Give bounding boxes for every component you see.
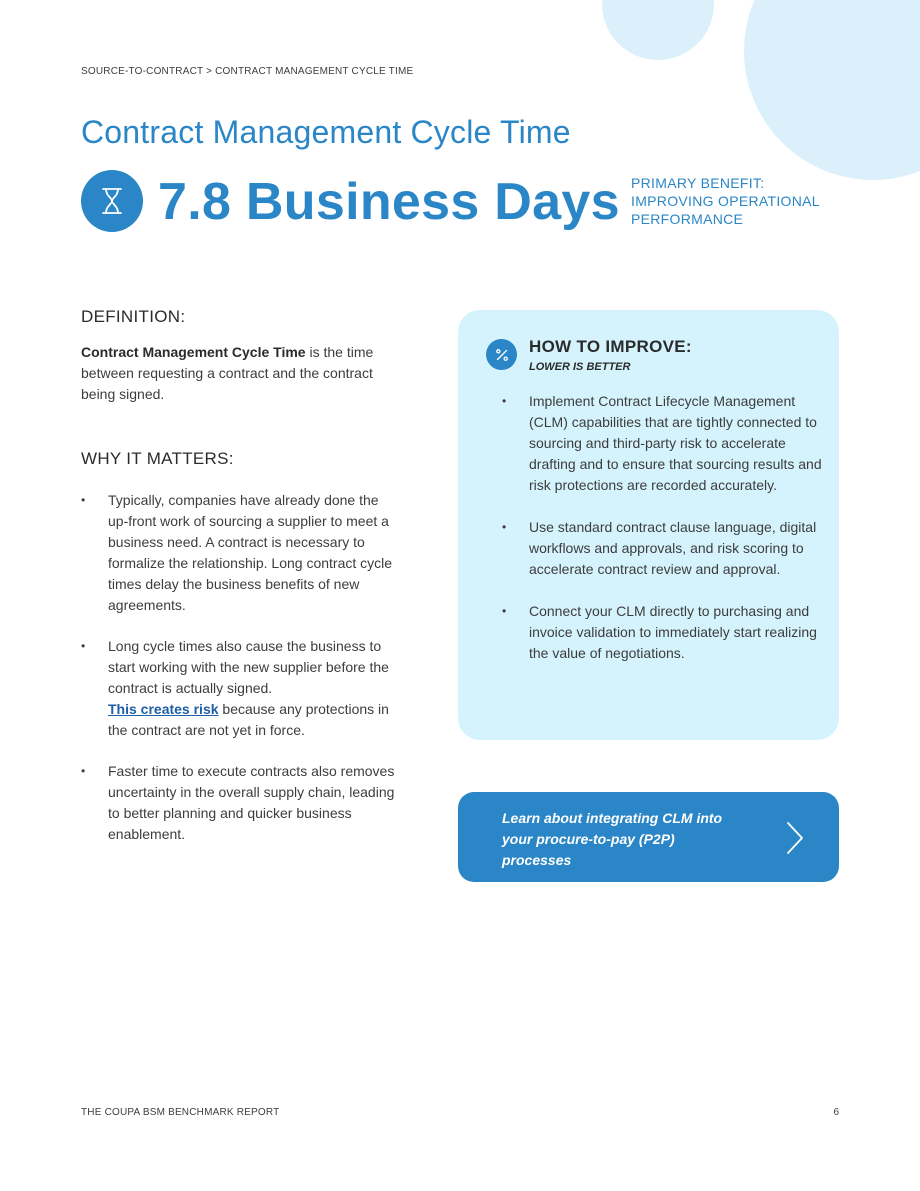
primary-benefit — [631, 174, 841, 228]
list-item: • Implement Contract Lifecycle Management (CLM) capabilities that are tightly connected to sourcing and third-party risk to accelerate drafting and to ensure that sourcing results and risk protections are recorded accurately. — [502, 391, 822, 496]
percent-icon — [486, 339, 517, 370]
hourglass-icon — [81, 170, 143, 232]
list-item: • Typically, companies have already done the up-front work of sourcing a supplier to meet a business need. A contract is necessary to formalize the relationship. Long contract cycle times delay the business benefits of new agreements. — [81, 490, 401, 616]
metric-value: 7.8 Business Days — [158, 173, 620, 231]
chevron-right-icon — [784, 820, 806, 861]
why-heading: WHY IT MATTERS: — [81, 449, 234, 468]
list-item: • Long cycle times also cause the business to start working with the new supplier before the contract is actually signed. This creates risk because any protections in the contract are not yet in force. — [81, 636, 401, 741]
decorative-circle-large — [744, 0, 920, 180]
benefit-line-3: PERFORMANCE — [631, 211, 744, 227]
list-item: • Connect your CLM directly to purchasing and invoice validation to immediately start realizing the value of negotiations. — [502, 601, 822, 664]
definition-body: is the time between requesting a contract and the contract being signed. — [81, 344, 374, 402]
improve-list — [502, 391, 822, 685]
why-list — [81, 490, 401, 865]
breadcrumb: SOURCE-TO-CONTRACT > CONTRACT MANAGEMENT CYCLE TIME — [81, 66, 414, 77]
improve-heading: HOW TO IMPROVE: — [529, 337, 692, 356]
page-title: Contract Management Cycle Time — [81, 114, 571, 150]
list-item: • Faster time to execute contracts also removes uncertainty in the overall supply chain, leading to better planning and quicker business enablement. — [81, 761, 401, 845]
benefit-line-2: IMPROVING OPERATIONAL — [631, 193, 820, 209]
learn-clm-p2p-button[interactable] — [458, 792, 839, 882]
footer-report-title: THE COUPA BSM BENCHMARK REPORT — [81, 1107, 280, 1118]
definition-heading: DEFINITION: — [81, 307, 186, 326]
decorative-circle-small — [602, 0, 714, 60]
page-number: 6 — [833, 1107, 839, 1118]
creates-risk-link[interactable]: This creates risk — [108, 701, 219, 717]
definition-text — [81, 342, 381, 405]
cta-label: Learn about integrating CLM into your procure-to-pay (P2P) processes — [502, 810, 723, 868]
list-item: • Use standard contract clause language, digital workflows and approvals, and risk scoring to accelerate contract review and approval. — [502, 517, 822, 580]
improve-subheading: LOWER IS BETTER — [529, 361, 631, 373]
benefit-line-1: PRIMARY BENEFIT: — [631, 175, 765, 191]
definition-term: Contract Management Cycle Time — [81, 344, 306, 360]
